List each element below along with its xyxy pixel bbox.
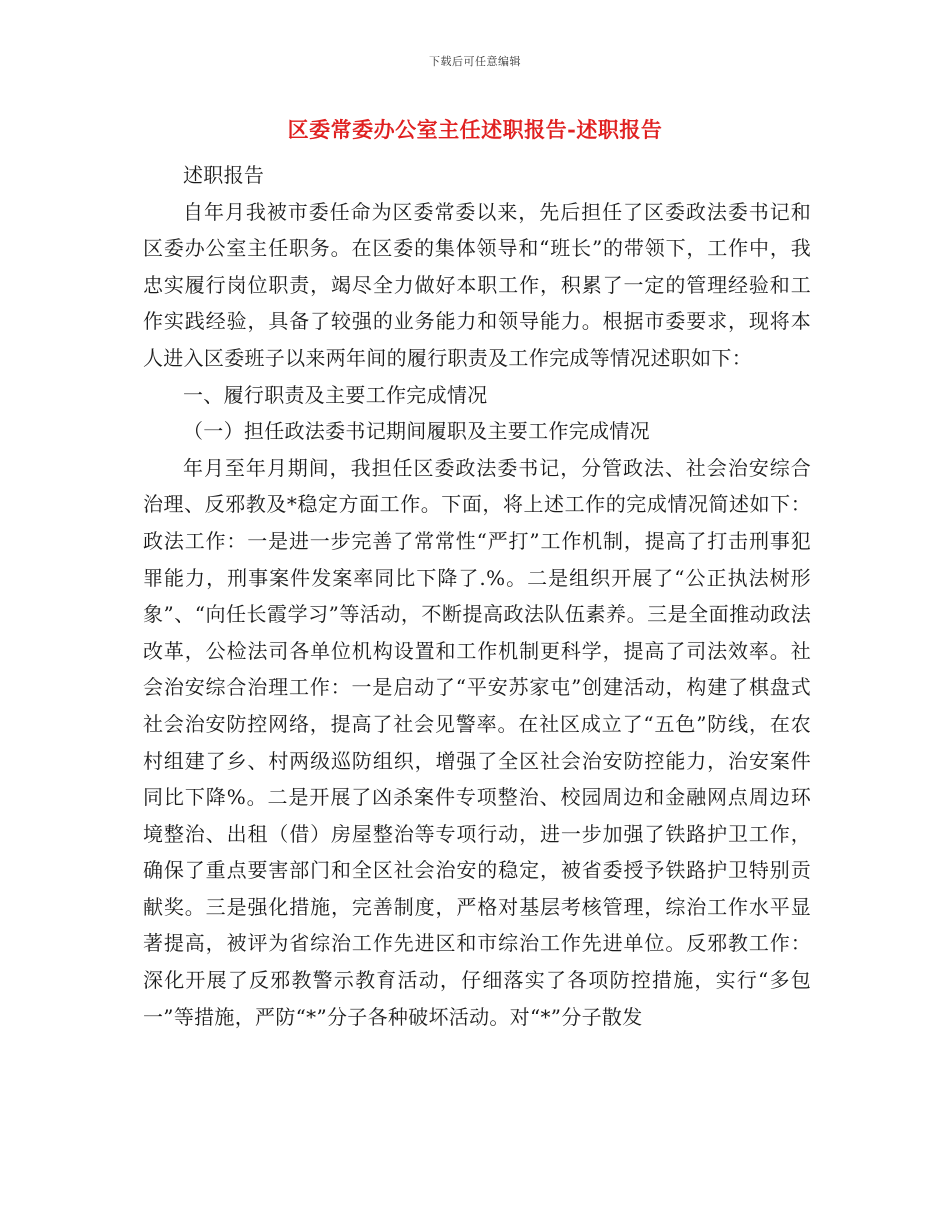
- paragraph-political-legal-work: 年月至年月期间，我担任区委政法委书记，分管政法、社会治安综合治理、反邪教及*稳定方面工作。下面，将上述工作的完成情况简述如下：政法工作：一是进一步完善了常常性“严打”工作机制，提高了打击刑事犯罪能力，刑事案件发案率同比下降了.%。二是组织开展了“公正执法树形象”、“向任长霞学习”等活动，不断提高政法队伍素养。三是全面推动政法改革，公检法司各单位机构设置和工作机制更科学，提高了司法效率。社会治安综合治理工作：一是启动了“平安苏家屯”创建活动，构建了棋盘式社会治安防控网络，提高了社会见警率。在社区成立了“五色”防线，在农村组建了乡、村两级巡防组织，增强了全区社会治安防控能力，治安案件同比下降%。二是开展了凶杀案件专项整治、校园周边和金融网点周边环境整治、出租（借）房屋整治等专项行动，进一步加强了铁路护卫工作，确保了重点要害部门和全区社会治安的稳定，被省委授予铁路护卫特别贡献奖。三是强化措施，完善制度，严格对基层考核管理，综治工作水平显著提高，被评为省综治工作先进区和市综治工作先进单位。反邪教工作：深化开展了反邪教警示教育活动，仔细落实了各项防控措施，实行“多包一”等措施，严防“*”分子各种破坏活动。对“*”分子散发: [143, 455, 811, 1029]
- section-heading-duties: 一、履行职责及主要工作完成情况: [183, 382, 488, 407]
- document-body: [143, 157, 811, 1035]
- subsection-heading-political-legal: （一）担任政法委书记期间履职及主要工作完成情况: [183, 419, 650, 444]
- paragraph-heading-report: 述职报告: [183, 163, 265, 187]
- document-title: 区委常委办公室主任述职报告-述职报告: [287, 117, 663, 142]
- page-header-note: 下载后可任意编辑: [429, 55, 521, 68]
- paragraph-intro: 自年月我被市委任命为区委常委以来，先后担任了区委政法委书记和区委办公室主任职务。在区委的集体领导和“班长”的带领下，工作中，我忠实履行岗位职责，竭尽全力做好本职工作，积累了一定的管理经验和工作实践经验，具备了较强的业务能力和领导能力。根据市委要求，现将本人进入区委班子以来两年间的履行职责及工作完成等情况述职如下：: [143, 199, 811, 370]
